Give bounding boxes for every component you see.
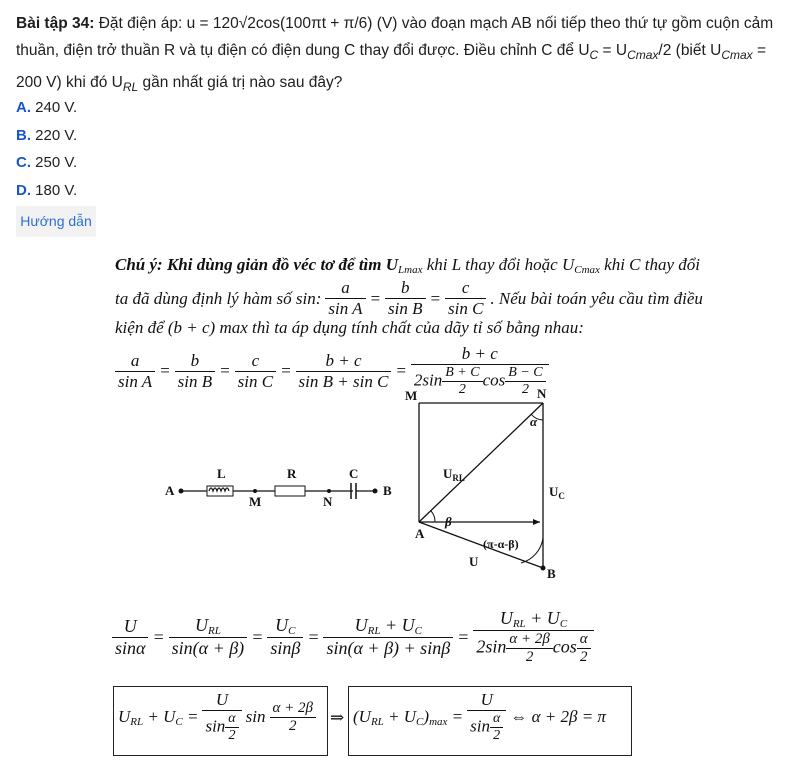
option-c[interactable]: C. 250 V. <box>16 154 78 171</box>
circuit-label-r: R <box>287 466 297 481</box>
node-b <box>373 489 378 494</box>
option-a[interactable]: A. 240 V. <box>16 99 78 116</box>
note-line-3: kiện để (b + c) max thì ta áp dụng tính chất của dãy tỉ số bằng nhau: <box>115 318 584 337</box>
label-url: $U_{RL}$ <box>443 466 465 483</box>
vector-label-n: N <box>537 388 547 401</box>
circuit-diagram <box>165 462 395 512</box>
vector-label-m: M <box>405 388 418 403</box>
sine-rule-equation: $\frac{U}{\sin\alpha}$ = $\frac{U_{RL}}{\sin(\alpha + \beta)}$ = $\frac{U_C}{\sin\beta}$ = $\frac{U_{RL} + U_C}{\sin(\alpha + \beta) + \sin\beta}$ = $U_{RL} + U_C$ 2sin $\frac{\alpha + 2\beta}{2}$ cos $\frac{\alpha}{2}$ <box>112 608 594 666</box>
label-uc: $U_C$ <box>549 484 565 501</box>
guide-button[interactable]: Hướng dẫn <box>16 206 96 237</box>
box2-content: $(U_{RL} + U_C)_{max}$ = U sin $\frac{\alpha}{2}$ ⇔ α + 2β = π <box>353 690 606 743</box>
question-label: Bài tập 34: <box>16 15 95 32</box>
vector-diagram <box>395 388 595 588</box>
question-text: Bài tập 34: Đặt điện áp: u = 120√2cos(100πt + π/6) (V) vào đoạn mạch AB nối tiếp theo thứ tự gồm cuộn cảm thuần, điện trở thuần R và tụ điện có điện dung C thay đổi được. Điều chỉnh C để $U_C = U_{Cmax}/2$ (biết $U_{Cmax} = 200$ V) khi đó $U_{RL}$ gần nhất giá trị nào sau đây? <box>16 15 774 95</box>
option-b[interactable]: B. 220 V. <box>16 126 78 144</box>
label-angle: (π-α-β) <box>483 537 519 551</box>
label-beta: β <box>445 514 452 529</box>
note-line-1: Chú ý: Khi dùng giản đồ véc tơ để tìm $U_{Lmax}$ khi L thay đổi hoặc $U_{Cmax}$ khi C thay đổi <box>115 255 701 276</box>
option-d[interactable]: D. 180 V. <box>16 181 78 199</box>
circuit-label-n: N <box>323 494 333 509</box>
vector-label-b: B <box>547 566 556 581</box>
note-line-2: ta đã dùng định lý hàm số sin: $\frac{a}{\text{sin A}}$ = $\frac{b}{\text{sin B}}$ = $\frac{c}{\text{sin C}}$ . Nếu bài toán yêu cầu tìm điều <box>115 278 703 318</box>
label-u: U <box>469 554 479 569</box>
point-b <box>541 566 546 571</box>
axis-arrow <box>533 519 540 525</box>
box1-content: $U_{RL} + U_C$ = U sin $\frac{\alpha}{2}$ sin $\frac{\alpha + 2\beta}{2}$ <box>118 690 316 744</box>
circuit-label-c: C <box>349 466 359 481</box>
vector-url <box>419 403 543 522</box>
property-equation: $\frac{a}{\text{sin A}}$ = $\frac{b}{\text{sin B}}$ = $\frac{c}{\text{sin C}}$ = $\frac{b + c}{\text{sin B + sin C}}$ = b + c 2sin $\frac{B + C}{2}$ cos $\frac{B - C}{2}$ <box>115 344 549 398</box>
circuit-label-b: B <box>383 483 392 498</box>
circuit-label-m: M <box>249 494 262 509</box>
answer-options <box>16 94 77 204</box>
circuit-label-a: A <box>165 483 175 498</box>
resistor-symbol <box>275 486 305 496</box>
vector-u <box>419 522 543 568</box>
node-m <box>253 489 257 493</box>
circuit-label-l: L <box>217 466 226 481</box>
angle-beta-arc <box>431 511 435 522</box>
node-n <box>327 489 331 493</box>
angle-pi-arc <box>521 538 543 563</box>
vector-label-a: A <box>415 526 425 541</box>
label-alpha: α <box>530 414 538 429</box>
implies-arrow: ⇒ <box>330 708 345 727</box>
